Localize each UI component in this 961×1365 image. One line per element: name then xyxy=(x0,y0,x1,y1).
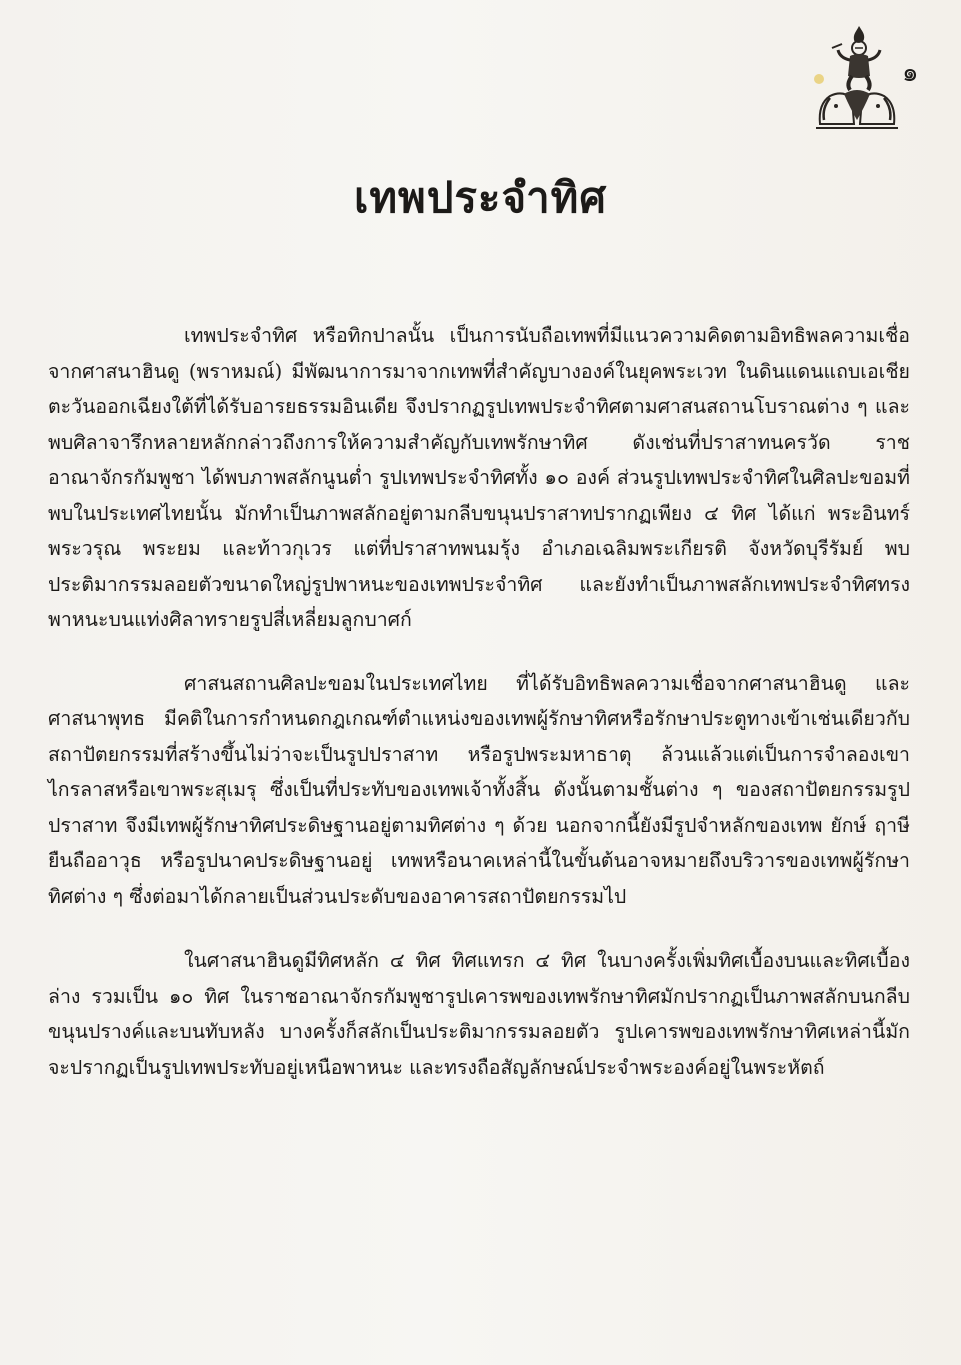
page-number: ๑ xyxy=(902,58,919,88)
chapter-title: เทพประจำทิศ xyxy=(353,173,608,222)
paragraph: เทพประจำทิศ หรือทิกปาลนั้น เป็นการนับถือเทพที่มีแนวความคิดตามอิทธิพลความเชื่อจากศาสนาฮินดู (พราหมณ์) มีพัฒนาการมาจากเทพที่สำคัญบางองค์ในยุคพระเวท ในดินแดนแถบเอเชียตะวันออกเฉียงใต้ที่ได้รับอารยธรรมอินเดีย จึงปรากฏรูปเทพประจำทิศตามศาสนสถานโบราณต่าง ๆ และพบศิลาจารึกหลายหลักกล่าวถึงการให้ความสำคัญกับเทพรักษาทิศ ดังเช่นที่ปราสาทนครวัด ราชอาณาจักรกัมพูชา ได้พบภาพสลักนูนต่ำ รูปเทพประจำทิศทั้ง ๑๐ องค์ ส่วนรูปเทพประจำทิศในศิลปะขอมที่พบในประเทศไทยนั้น มักทำเป็นภาพสลักอยู่ตามกลีบขนุนปราสาทปรากฏเพียง ๔ ทิศ ได้แก่ พระอินทร์ พระวรุณ พระยม และท้าวกุเวร แต่ที่ปราสาทพนมรุ้ง อำเภอเฉลิมพระเกียรติ จังหวัดบุรีรัมย์ พบประติมากรรมลอยตัวขนาดใหญ่รูปพาหนะของเทพประจำทิศ และยังทำเป็นภาพสลักเทพประจำทิศทรงพาหนะบนแท่งศิลาทรายรูปสี่เหลี่ยมลูกบาศก์ xyxy=(48,324,910,631)
paragraph: ในศาสนาฮินดูมีทิศหลัก ๔ ทิศ ทิศแทรก ๔ ทิศ ในบางครั้งเพิ่มทิศเบื้องบนและทิศเบื้องล่าง รวมเป็น ๑๐ ทิศ ในราชอาณาจักรกัมพูชารูปเคารพของเทพรักษาทิศมักปรากฏเป็นภาพสลักบนกลีบขนุนปรางค์และบนทับหลัง บางครั้งก็สลักเป็นประติมากรรมลอยตัว รูปเคารพของเทพรักษาทิศเหล่านี้มักจะปรากฏเป็นรูปเทพประทับอยู่เหนือพาหนะ และทรงถือสัญลักษณ์ประจำพระองค์อยู่ในพระหัตถ์ xyxy=(48,949,910,1079)
body-text xyxy=(48,318,910,1113)
paragraph: ศาสนสถานศิลปะขอมในประเทศไทย ที่ได้รับอิทธิพลความเชื่อจากศาสนาฮินดู และศาสนาพุทธ มีคติในการกำหนดกฎเกณฑ์ตำแหน่งของเทพผู้รักษาทิศหรือรักษาประตูทางเข้าเช่นเดียวกับสถาปัตยกรรมที่สร้างขึ้นไม่ว่าจะเป็นรูปปราสาท หรือรูปพระมหาธาตุ ล้วนแล้วแต่เป็นการจำลองเขาไกรลาสหรือเขาพระสุเมรุ ซึ่งเป็นที่ประทับของเทพเจ้าทั้งสิ้น ดังนั้นตามชั้นต่าง ๆ ของสถาปัตยกรรมรูปปราสาท จึงมีเทพผู้รักษาทิศประดิษฐานอยู่ตามทิศต่าง ๆ ด้วย นอกจากนี้ยังมีรูปจำหลักของเทพ ยักษ์ ฤาษียืนถืออาวุธ หรือรูปนาคประดิษฐานอยู่ เทพหรือนาคเหล่านี้ในขั้นต้นอาจหมายถึงบริวารของเทพผู้รักษาทิศต่าง ๆ ซึ่งต่อมาได้กลายเป็นส่วนประดับของอาคารสถาปัตยกรรมไป xyxy=(48,671,910,908)
deity-on-elephant-icon xyxy=(812,24,902,134)
